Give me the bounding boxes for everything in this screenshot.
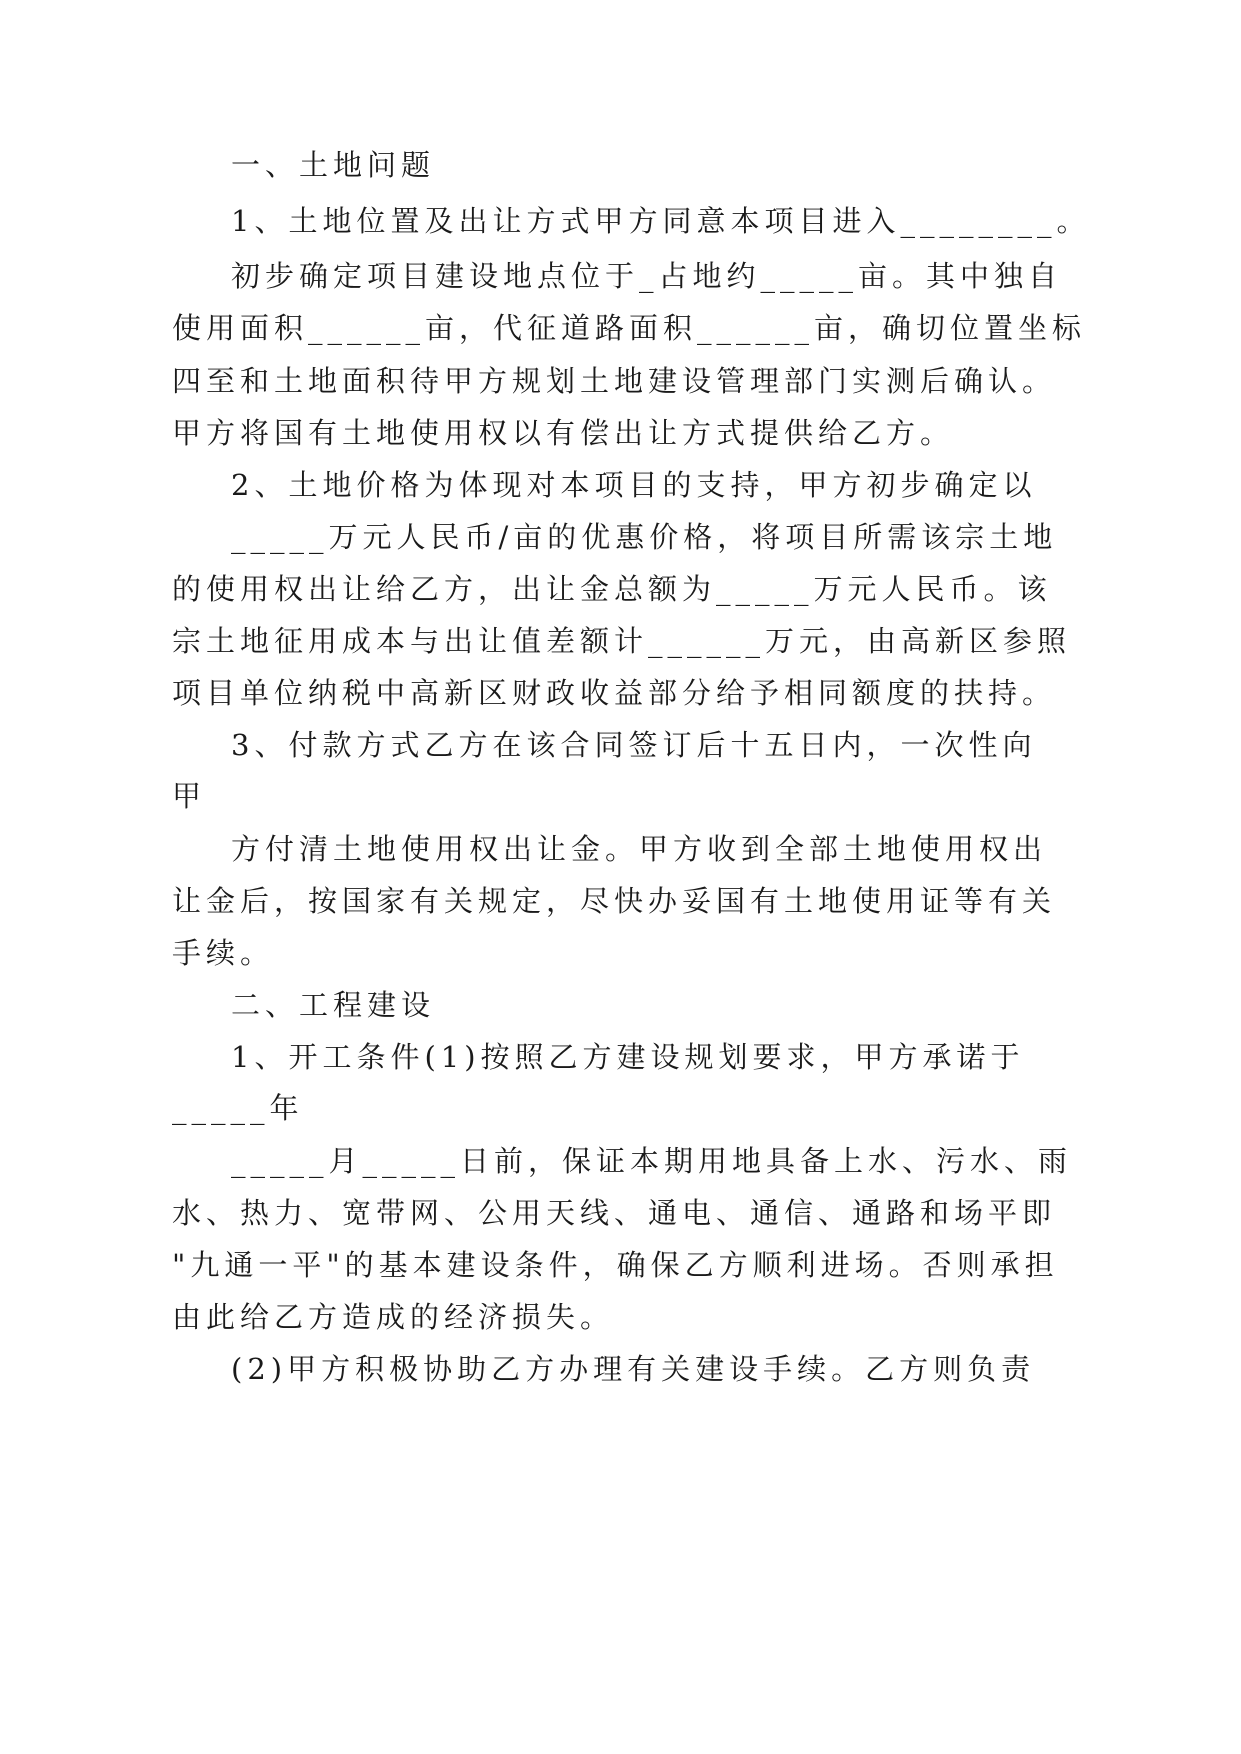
paragraph-line: 甲 xyxy=(172,779,207,813)
paragraph-line: 2、土地价格为体现对本项目的支持，甲方初步确定以 xyxy=(231,468,1037,502)
paragraph-line: 让金后，按国家有关规定，尽快办妥国有土地使用证等有关 xyxy=(172,884,1057,918)
paragraph-line: 甲方将国有土地使用权以有偿出让方式提供给乙方。 xyxy=(172,416,955,450)
paragraph-line: 1、土地位置及出让方式甲方同意本项目进入________。 xyxy=(231,204,1091,238)
paragraph-line: 3、付款方式乙方在该合同签订后十五日内，一次性向 xyxy=(231,728,1037,762)
paragraph-line: 手续。 xyxy=(172,936,275,970)
paragraph-line: 1、开工条件(1)按照乙方建设规划要求，甲方承诺于 xyxy=(231,1040,1025,1074)
paragraph-line: 由此给乙方造成的经济损失。 xyxy=(172,1300,615,1334)
section-heading-construction: 二、工程建设 xyxy=(231,988,436,1022)
paragraph-line: 使用面积______亩，代征道路面积______亩，确切位置坐标 xyxy=(172,311,1087,345)
paragraph-line: _____月_____日前，保证本期用地具备上水、污水、雨 xyxy=(231,1144,1073,1178)
paragraph-line: 的使用权出让给乙方，出让金总额为_____万元人民币。该 xyxy=(172,572,1052,606)
paragraph-line: 四至和土地面积待甲方规划土地建设管理部门实测后确认。 xyxy=(172,364,1057,398)
paragraph-line: 水、热力、宽带网、公用天线、通电、通信、通路和场平即 xyxy=(172,1196,1057,1230)
paragraph-line: 项目单位纳税中高新区财政收益部分给予相同额度的扶持。 xyxy=(172,676,1057,710)
paragraph-line: _____年 xyxy=(172,1091,304,1125)
section-heading-land: 一、土地问题 xyxy=(231,148,436,182)
paragraph-line: (2)甲方积极协助乙方办理有关建设手续。乙方则负责 xyxy=(231,1352,1036,1386)
paragraph-line: "九通一平"的基本建设条件，确保乙方顺利进场。否则承担 xyxy=(172,1248,1059,1282)
paragraph-line: 方付清土地使用权出让金。甲方收到全部土地使用权出 xyxy=(231,832,1048,866)
paragraph-line: _____万元人民币/亩的优惠价格，将项目所需该宗土地 xyxy=(231,520,1058,554)
paragraph-line: 初步确定项目建设地点位于_占地约_____亩。其中独自 xyxy=(231,259,1063,293)
paragraph-line: 宗土地征用成本与出让值差额计______万元，由高新区参照 xyxy=(172,624,1072,658)
